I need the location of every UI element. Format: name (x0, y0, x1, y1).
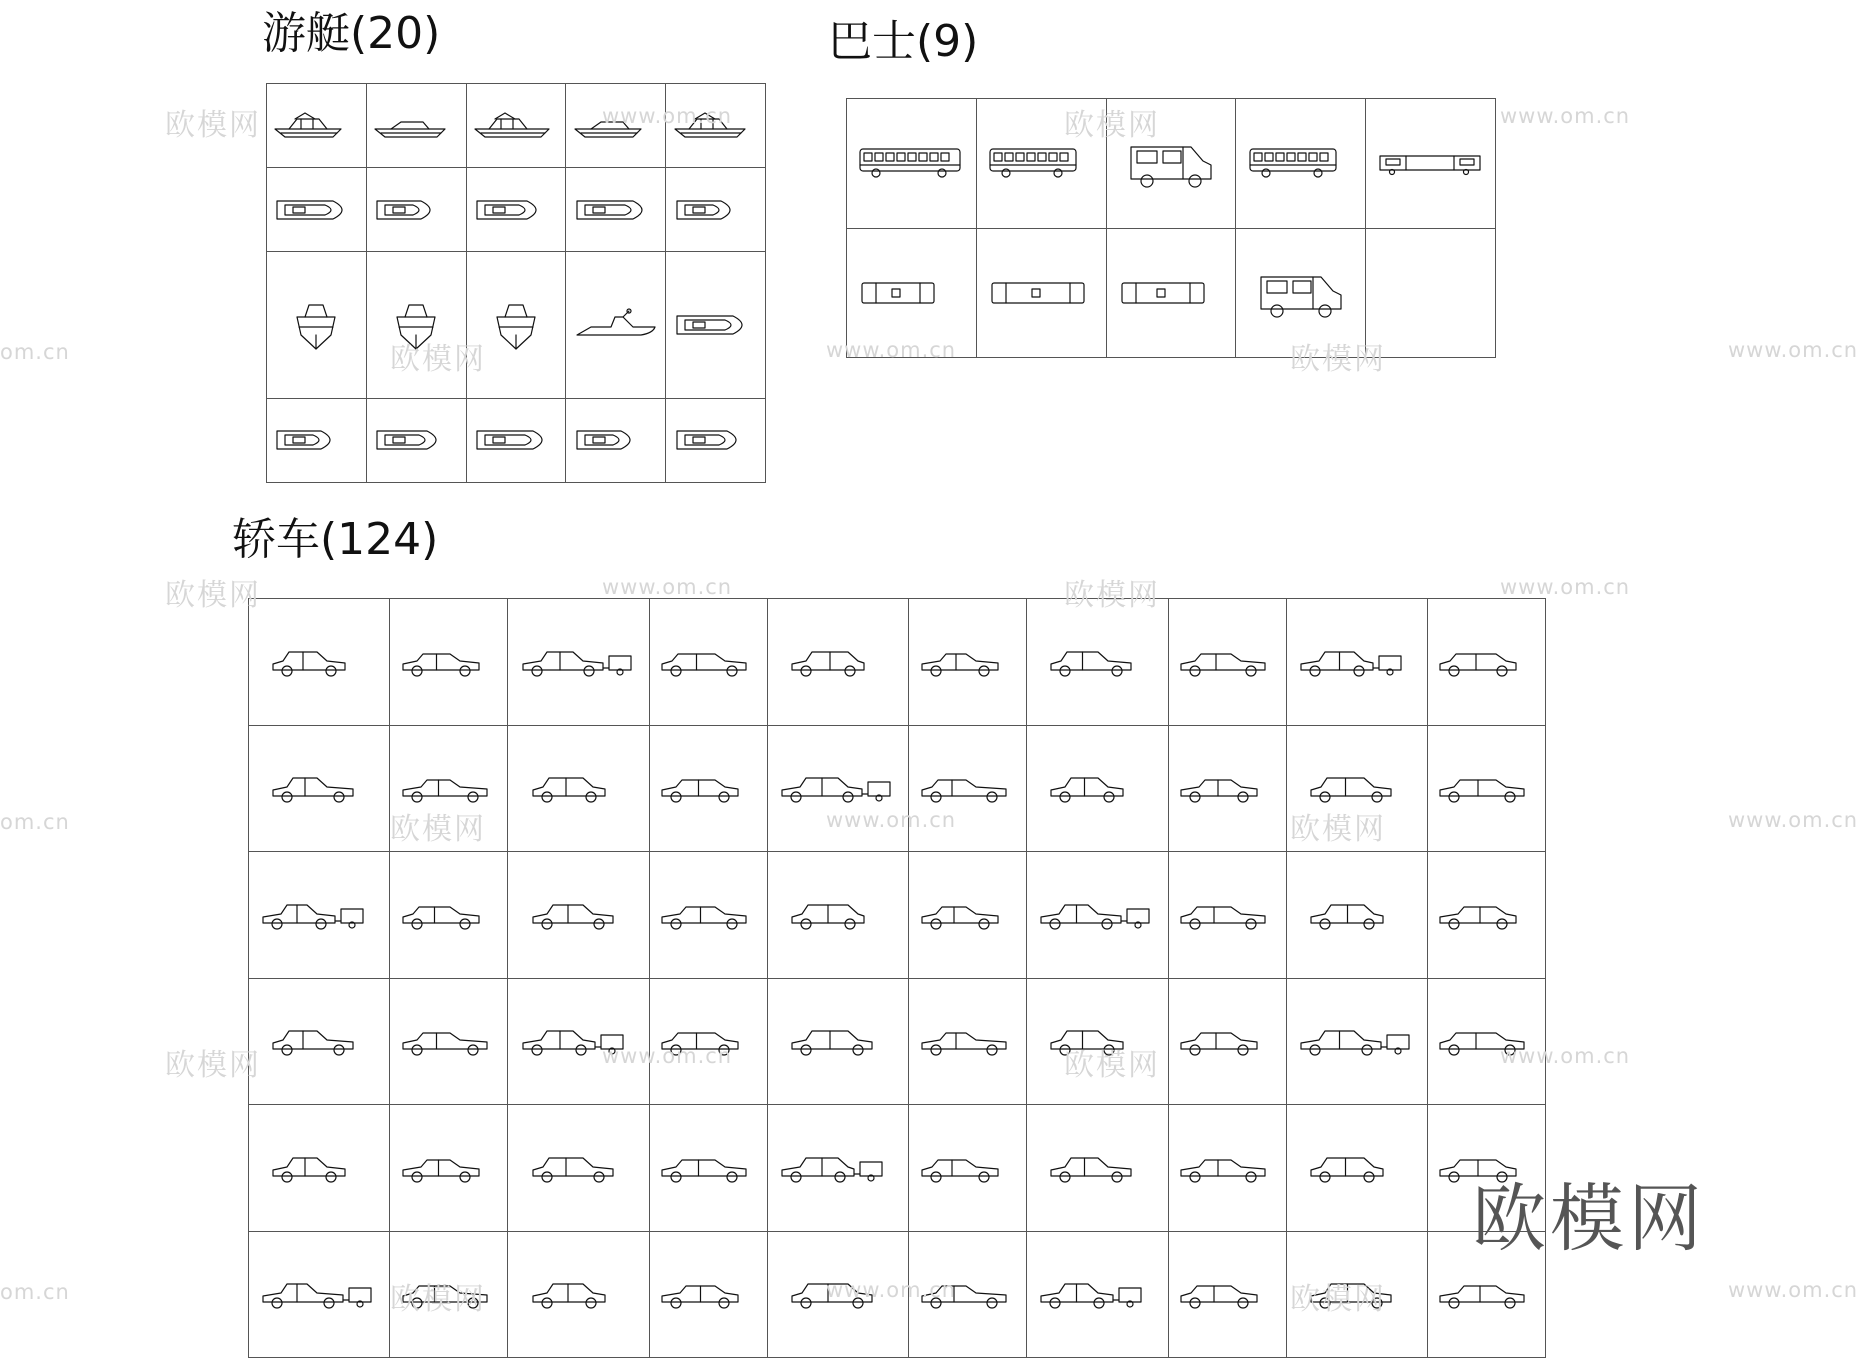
grid-cell (767, 1231, 908, 1358)
grid-cell (1106, 228, 1236, 358)
grid-cell (767, 978, 908, 1105)
grid-cell (249, 1105, 390, 1232)
car-side-icon (1177, 1150, 1277, 1186)
car-side-icon (529, 1276, 629, 1312)
watermark-url: www.om.cn (602, 575, 733, 599)
car-side-icon (1436, 770, 1536, 806)
boat-top-icon (471, 193, 561, 227)
car-side-icon (1177, 644, 1277, 680)
watermark-url: www.om.cn (826, 1278, 957, 1302)
watermark: 欧模网 (165, 108, 261, 143)
car-side-icon (1037, 1276, 1157, 1312)
grid-cell (909, 725, 1027, 852)
tram-icon (1376, 148, 1486, 178)
car-side-icon (529, 770, 629, 806)
watermark-url: www.om.cn (1500, 575, 1631, 599)
grid-cell (508, 725, 649, 852)
watermark-url: om.cn (0, 340, 70, 364)
grid-cell (249, 852, 390, 979)
car-side-icon (788, 1023, 888, 1059)
grid-cell (1286, 1105, 1427, 1232)
grid-cell (566, 398, 666, 482)
car-side-icon (1307, 1150, 1407, 1186)
grid-cell (909, 1231, 1027, 1358)
grid-cell (466, 84, 566, 168)
watermark-url: www.om.cn (826, 808, 957, 832)
watermark: 欧模网 (1064, 578, 1160, 613)
grid-cell (909, 1105, 1027, 1232)
bus-side-icon (986, 143, 1096, 183)
boat-front-icon (381, 295, 451, 355)
car-side-icon (1436, 1276, 1536, 1312)
grid-cell (508, 978, 649, 1105)
boat-top-icon (571, 193, 661, 227)
watermark: 欧模网 (1064, 1048, 1160, 1083)
grid-cell (267, 168, 367, 252)
yacht-grid (266, 83, 766, 483)
grid-cell (1027, 852, 1168, 979)
grid-cell (508, 599, 649, 726)
bus-top-icon (1116, 273, 1226, 313)
boat-top-icon (671, 193, 761, 227)
grid-cell (366, 168, 466, 252)
grid-cell (267, 84, 367, 168)
grid-cell (1286, 1231, 1427, 1358)
boat-top-icon (671, 308, 761, 342)
grid-cell (466, 252, 566, 399)
car-side-icon (658, 897, 758, 933)
boat-top-icon (471, 423, 561, 457)
bus-top-icon (986, 273, 1096, 313)
grid-cell (1286, 599, 1427, 726)
car-side-icon (519, 644, 639, 680)
car-side-icon (269, 644, 369, 680)
grid-cell (390, 852, 508, 979)
grid-cell (1168, 599, 1286, 726)
car-side-icon (399, 644, 499, 680)
grid-cell (847, 228, 977, 358)
grid-cell (666, 84, 766, 168)
grid-cell (767, 599, 908, 726)
car-side-icon (259, 897, 379, 933)
watermark: 欧模网 (1290, 812, 1386, 847)
bus-section-title: 巴士(9) (828, 16, 979, 67)
grid-cell (767, 852, 908, 979)
bus-side-icon (1246, 143, 1356, 183)
watermark: 欧模网 (165, 578, 261, 613)
grid-cell (249, 599, 390, 726)
car-side-icon (1436, 1023, 1536, 1059)
car-side-icon (918, 770, 1018, 806)
grid-cell (649, 1231, 767, 1358)
watermark-url: www.om.cn (602, 1044, 733, 1068)
grid-cell (1027, 1105, 1168, 1232)
car-side-icon (1047, 770, 1147, 806)
watermark-url: www.om.cn (1500, 1044, 1631, 1068)
grid-cell (366, 398, 466, 482)
boat-top-icon (371, 193, 461, 227)
grid-cell (649, 1105, 767, 1232)
car-side-icon (399, 1276, 499, 1312)
grid-cell (508, 1105, 649, 1232)
grid-cell (249, 725, 390, 852)
grid-cell (566, 252, 666, 399)
car-side-icon (259, 1276, 379, 1312)
boat-top-icon (271, 423, 361, 457)
car-grid (248, 598, 1546, 1358)
car-side-icon (788, 1276, 888, 1312)
car-side-icon (1177, 1276, 1277, 1312)
grid-cell (1286, 852, 1427, 979)
grid-cell (649, 599, 767, 726)
watermark: 欧模网 (165, 1048, 261, 1083)
car-side-icon (1177, 770, 1277, 806)
grid-cell (909, 978, 1027, 1105)
watermark-url: www.om.cn (826, 338, 957, 362)
grid-cell (1027, 978, 1168, 1105)
boat-side-icon (371, 109, 461, 143)
grid-cell (649, 725, 767, 852)
grid-cell (366, 84, 466, 168)
car-side-icon (1307, 1276, 1407, 1312)
grid-cell (1366, 99, 1496, 229)
grid-cell (267, 398, 367, 482)
watermark-url: www.om.cn (1728, 338, 1858, 362)
watermark-url: om.cn (0, 1280, 70, 1304)
grid-cell (1366, 228, 1496, 358)
grid-cell (1286, 725, 1427, 852)
grid-cell (508, 1231, 649, 1358)
grid-cell (390, 725, 508, 852)
watermark-url: om.cn (0, 810, 70, 834)
car-side-icon (519, 1023, 639, 1059)
grid-cell (767, 725, 908, 852)
bus-side-icon (856, 143, 966, 183)
yacht-section-title: 游艇(20) (262, 8, 441, 59)
car-side-icon (399, 897, 499, 933)
car-side-icon (918, 897, 1018, 933)
grid-cell (1427, 852, 1545, 979)
car-side-icon (1177, 1023, 1277, 1059)
grid-cell (649, 852, 767, 979)
grid-cell (267, 252, 367, 399)
car-side-icon (269, 1023, 369, 1059)
car-side-icon (778, 770, 898, 806)
car-side-icon (658, 770, 758, 806)
car-side-icon (1307, 770, 1407, 806)
grid-cell (390, 599, 508, 726)
grid-cell (390, 1105, 508, 1232)
grid-cell (249, 978, 390, 1105)
car-side-icon (918, 644, 1018, 680)
van-icon (1251, 263, 1351, 323)
grid-cell (1168, 725, 1286, 852)
grid-cell (666, 168, 766, 252)
car-side-icon (1436, 897, 1536, 933)
grid-cell (566, 84, 666, 168)
boat-front-icon (481, 295, 551, 355)
grid-cell (976, 99, 1106, 229)
car-side-icon (658, 1023, 758, 1059)
car-side-icon (1047, 1150, 1147, 1186)
car-side-icon (269, 1150, 369, 1186)
car-side-icon (529, 1150, 629, 1186)
boat-top-icon (271, 193, 361, 227)
grid-cell (1027, 599, 1168, 726)
car-section-title: 轿车(124) (232, 514, 439, 565)
watermark: 欧模网 (1290, 342, 1386, 377)
car-side-icon (1047, 1023, 1147, 1059)
grid-cell (466, 398, 566, 482)
watermark: 欧模网 (1290, 1282, 1386, 1317)
car-side-icon (778, 1150, 898, 1186)
boat-top-icon (371, 423, 461, 457)
watermark-url: www.om.cn (1500, 104, 1631, 128)
car-side-icon (399, 1023, 499, 1059)
grid-cell (508, 852, 649, 979)
grid-cell (1168, 1231, 1286, 1358)
grid-cell (1168, 978, 1286, 1105)
car-side-icon (1037, 897, 1157, 933)
watermark-url: www.om.cn (602, 104, 733, 128)
grid-cell (909, 599, 1027, 726)
watermark: 欧模网 (390, 812, 486, 847)
car-side-icon (918, 1023, 1018, 1059)
grid-cell (1027, 1231, 1168, 1358)
car-side-icon (918, 1150, 1018, 1186)
watermark-url: www.om.cn (1728, 808, 1858, 832)
grid-cell (976, 228, 1106, 358)
grid-cell (666, 398, 766, 482)
boat-top-icon (671, 423, 761, 457)
grid-cell (1427, 725, 1545, 852)
brand-logo: 欧模网 (1472, 1176, 1706, 1262)
grid-cell (566, 168, 666, 252)
grid-cell (1236, 228, 1366, 358)
grid-cell (767, 1105, 908, 1232)
car-side-icon (399, 770, 499, 806)
car-side-icon (658, 1150, 758, 1186)
bus-top-icon (856, 273, 966, 313)
grid-cell (1286, 978, 1427, 1105)
watermark: 欧模网 (390, 342, 486, 377)
boat-side-icon (671, 109, 761, 143)
grid-cell (1106, 99, 1236, 229)
van-icon (1121, 133, 1221, 193)
boat-side-icon (471, 109, 561, 143)
jetski-icon (571, 305, 661, 345)
grid-cell (1427, 599, 1545, 726)
car-side-icon (529, 897, 629, 933)
boat-side-icon (571, 109, 661, 143)
car-side-icon (1297, 644, 1417, 680)
grid-cell (390, 978, 508, 1105)
grid-cell (649, 978, 767, 1105)
grid-cell (1236, 99, 1366, 229)
boat-front-icon (281, 295, 351, 355)
watermark-url: www.om.cn (1728, 1278, 1858, 1302)
car-side-icon (399, 1150, 499, 1186)
grid-cell (666, 252, 766, 399)
grid-cell (847, 99, 977, 229)
grid-cell (366, 252, 466, 399)
car-side-icon (658, 1276, 758, 1312)
bus-grid (846, 98, 1496, 358)
car-side-icon (1297, 1023, 1417, 1059)
car-side-icon (1436, 644, 1536, 680)
watermark: 欧模网 (1064, 108, 1160, 143)
grid-cell (466, 168, 566, 252)
grid-cell (390, 1231, 508, 1358)
car-side-icon (1177, 897, 1277, 933)
boat-side-icon (271, 109, 361, 143)
grid-cell (1168, 852, 1286, 979)
grid-cell (249, 1231, 390, 1358)
grid-cell (1027, 725, 1168, 852)
car-side-icon (269, 770, 369, 806)
grid-cell (909, 852, 1027, 979)
car-side-icon (1307, 897, 1407, 933)
grid-cell (1168, 1105, 1286, 1232)
car-side-icon (788, 644, 888, 680)
car-side-icon (918, 1276, 1018, 1312)
car-side-icon (658, 644, 758, 680)
grid-cell (1427, 978, 1545, 1105)
boat-top-icon (571, 423, 661, 457)
car-side-icon (1047, 644, 1147, 680)
car-side-icon (788, 897, 888, 933)
watermark: 欧模网 (390, 1282, 486, 1317)
